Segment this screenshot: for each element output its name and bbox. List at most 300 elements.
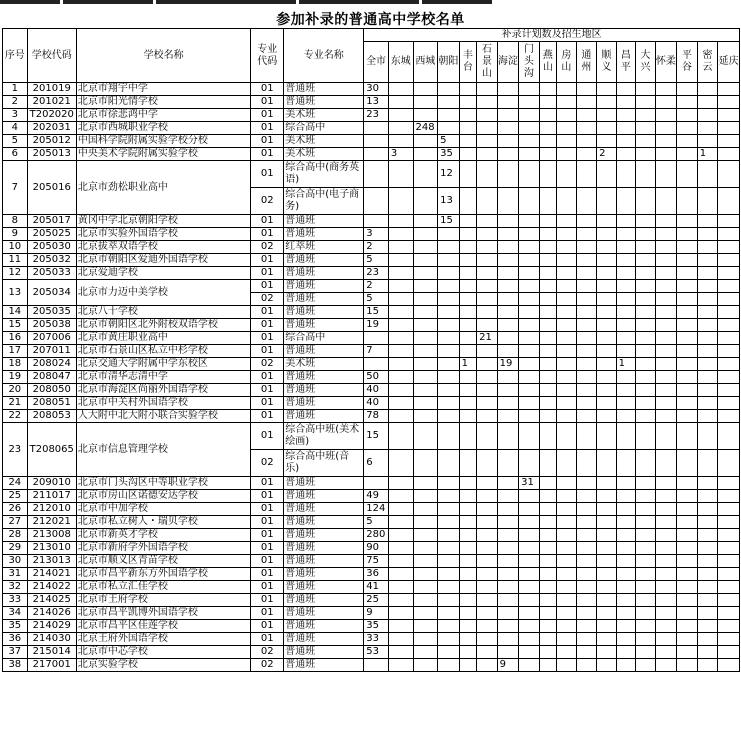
plan-count-cell bbox=[557, 161, 577, 188]
plan-count-cell bbox=[519, 529, 540, 542]
plan-count-cell bbox=[718, 332, 740, 345]
plan-count-cell bbox=[539, 319, 556, 332]
plan-count-cell bbox=[413, 345, 438, 358]
plan-count-cell bbox=[697, 96, 718, 109]
plan-count-cell bbox=[388, 83, 413, 96]
plan-count-cell bbox=[557, 319, 577, 332]
plan-count-cell bbox=[597, 607, 617, 620]
plan-count-cell bbox=[597, 581, 617, 594]
plan-count-cell bbox=[459, 646, 476, 659]
plan-count-cell bbox=[413, 581, 438, 594]
seq-cell: 12 bbox=[3, 267, 28, 280]
header-major-name: 专业名称 bbox=[284, 29, 364, 83]
plan-count-cell bbox=[413, 280, 438, 293]
plan-count-cell bbox=[655, 568, 677, 581]
major-code-cell: 01 bbox=[251, 568, 284, 581]
plan-count-cell bbox=[519, 542, 540, 555]
plan-count-cell bbox=[539, 293, 556, 306]
plan-count-cell bbox=[597, 503, 617, 516]
plan-count-cell bbox=[388, 122, 413, 135]
plan-count-cell bbox=[477, 254, 498, 267]
plan-count-cell bbox=[388, 241, 413, 254]
school-name-cell: 北京交通大学附属中学东校区 bbox=[76, 358, 250, 371]
plan-count-cell bbox=[438, 410, 460, 423]
plan-count-cell bbox=[718, 384, 740, 397]
plan-count-cell bbox=[718, 319, 740, 332]
region-header: 平谷 bbox=[677, 42, 698, 83]
plan-count-cell bbox=[576, 267, 597, 280]
plan-count-cell bbox=[718, 96, 740, 109]
plan-count-cell bbox=[539, 280, 556, 293]
plan-count-cell bbox=[655, 529, 677, 542]
plan-count-cell bbox=[636, 319, 656, 332]
plan-count-cell bbox=[519, 633, 540, 646]
plan-count-cell bbox=[519, 594, 540, 607]
plan-count-cell bbox=[677, 96, 698, 109]
plan-count-cell bbox=[539, 306, 556, 319]
plan-count-cell bbox=[697, 397, 718, 410]
plan-count-cell: 23 bbox=[364, 267, 389, 280]
plan-count-cell bbox=[677, 267, 698, 280]
plan-count-cell bbox=[697, 345, 718, 358]
plan-count-cell bbox=[477, 450, 498, 477]
major-code-cell: 02 bbox=[251, 646, 284, 659]
plan-count-cell bbox=[519, 96, 540, 109]
page-title: 参加补录的普通高中学校名单 bbox=[276, 12, 465, 28]
school-code-cell: 212010 bbox=[27, 503, 76, 516]
plan-count-cell bbox=[697, 241, 718, 254]
table-row bbox=[3, 423, 740, 450]
plan-count-cell: 25 bbox=[364, 594, 389, 607]
plan-count-cell bbox=[655, 594, 677, 607]
major-name-cell: 普通班 bbox=[284, 555, 364, 568]
plan-count-cell bbox=[477, 358, 498, 371]
plan-count-cell bbox=[438, 607, 460, 620]
plan-count-cell: 1 bbox=[697, 148, 718, 161]
plan-count-cell bbox=[539, 228, 556, 241]
plan-count-cell bbox=[477, 607, 498, 620]
region-header: 东城 bbox=[388, 42, 413, 83]
plan-count-cell bbox=[497, 122, 519, 135]
plan-count-cell bbox=[519, 267, 540, 280]
plan-count-cell bbox=[718, 122, 740, 135]
plan-count-cell bbox=[438, 109, 460, 122]
plan-count-cell bbox=[576, 516, 597, 529]
plan-count-cell bbox=[616, 529, 636, 542]
plan-count-cell bbox=[388, 397, 413, 410]
plan-count-cell bbox=[539, 607, 556, 620]
plan-count-cell bbox=[655, 450, 677, 477]
plan-count-cell bbox=[616, 267, 636, 280]
plan-count-cell bbox=[655, 358, 677, 371]
plan-count-cell bbox=[459, 109, 476, 122]
seq-cell: 13 bbox=[3, 280, 28, 306]
plan-count-cell bbox=[616, 450, 636, 477]
plan-count-cell bbox=[459, 371, 476, 384]
plan-count-cell: 19 bbox=[497, 358, 519, 371]
seq-cell: 11 bbox=[3, 254, 28, 267]
plan-count-cell bbox=[539, 384, 556, 397]
plan-count-cell bbox=[697, 581, 718, 594]
plan-count-cell bbox=[519, 122, 540, 135]
plan-count-cell bbox=[576, 620, 597, 633]
plan-count-cell bbox=[438, 241, 460, 254]
plan-count-cell bbox=[413, 568, 438, 581]
plan-count-cell bbox=[616, 607, 636, 620]
seq-cell: 4 bbox=[3, 122, 28, 135]
plan-count-cell bbox=[388, 384, 413, 397]
plan-count-cell bbox=[459, 633, 476, 646]
plan-count-cell bbox=[364, 332, 389, 345]
plan-count-cell bbox=[413, 490, 438, 503]
major-code-cell: 02 bbox=[251, 188, 284, 215]
plan-count-cell bbox=[677, 306, 698, 319]
plan-count-cell bbox=[655, 122, 677, 135]
plan-count-cell: 3 bbox=[364, 228, 389, 241]
major-name-cell: 普通班 bbox=[284, 633, 364, 646]
plan-count-cell bbox=[459, 96, 476, 109]
plan-count-cell bbox=[388, 477, 413, 490]
major-name-cell: 普通班 bbox=[284, 397, 364, 410]
plan-count-cell bbox=[677, 620, 698, 633]
table-row bbox=[3, 607, 740, 620]
school-code-cell: 201019 bbox=[27, 83, 76, 96]
plan-count-cell bbox=[497, 241, 519, 254]
plan-count-cell bbox=[477, 161, 498, 188]
plan-count-cell bbox=[388, 503, 413, 516]
plan-count-cell: 35 bbox=[438, 148, 460, 161]
plan-count-cell bbox=[636, 620, 656, 633]
plan-count-cell bbox=[677, 148, 698, 161]
plan-count-cell bbox=[497, 397, 519, 410]
plan-count-cell bbox=[459, 620, 476, 633]
plan-count-cell bbox=[413, 267, 438, 280]
plan-count-cell bbox=[459, 607, 476, 620]
plan-count-cell bbox=[413, 397, 438, 410]
plan-count-cell bbox=[655, 332, 677, 345]
plan-count-cell bbox=[616, 96, 636, 109]
table-row bbox=[3, 490, 740, 503]
plan-count-cell bbox=[557, 607, 577, 620]
major-name-cell: 普通班 bbox=[284, 371, 364, 384]
plan-count-cell bbox=[497, 607, 519, 620]
plan-count-cell bbox=[597, 135, 617, 148]
plan-count-cell bbox=[597, 319, 617, 332]
school-code-cell: 217001 bbox=[27, 659, 76, 672]
plan-count-cell bbox=[413, 555, 438, 568]
plan-count-cell bbox=[576, 332, 597, 345]
major-name-cell: 普通班 bbox=[284, 215, 364, 228]
plan-count-cell bbox=[519, 135, 540, 148]
region-header: 全市 bbox=[364, 42, 389, 83]
plan-count-cell bbox=[718, 371, 740, 384]
plan-count-cell bbox=[697, 542, 718, 555]
table-row bbox=[3, 581, 740, 594]
plan-count-cell bbox=[718, 241, 740, 254]
plan-count-cell bbox=[413, 215, 438, 228]
table-row bbox=[3, 215, 740, 228]
plan-count-cell bbox=[477, 228, 498, 241]
plan-count-cell bbox=[655, 646, 677, 659]
plan-count-cell bbox=[539, 109, 556, 122]
plan-count-cell bbox=[655, 293, 677, 306]
plan-count-cell bbox=[477, 397, 498, 410]
plan-count-cell bbox=[697, 358, 718, 371]
plan-count-cell bbox=[616, 410, 636, 423]
plan-count-cell bbox=[388, 332, 413, 345]
plan-count-cell bbox=[459, 254, 476, 267]
school-name-cell: 北京实验学校 bbox=[76, 659, 250, 672]
plan-count-cell: 13 bbox=[438, 188, 460, 215]
plan-count-cell bbox=[597, 542, 617, 555]
table-row bbox=[3, 122, 740, 135]
plan-count-cell bbox=[413, 542, 438, 555]
school-code-cell: 205013 bbox=[27, 148, 76, 161]
plan-count-cell bbox=[697, 410, 718, 423]
plan-count-cell: 15 bbox=[364, 423, 389, 450]
plan-count-cell bbox=[576, 228, 597, 241]
table-row bbox=[3, 161, 740, 188]
major-name-cell: 普通班 bbox=[284, 529, 364, 542]
plan-count-cell bbox=[718, 254, 740, 267]
plan-count-cell bbox=[539, 358, 556, 371]
plan-count-cell bbox=[477, 646, 498, 659]
major-code-cell: 01 bbox=[251, 529, 284, 542]
plan-count-cell bbox=[388, 215, 413, 228]
plan-count-cell bbox=[557, 633, 577, 646]
plan-count-cell bbox=[636, 384, 656, 397]
plan-count-cell bbox=[364, 161, 389, 188]
seq-cell: 16 bbox=[3, 332, 28, 345]
plan-count-cell bbox=[718, 345, 740, 358]
plan-count-cell bbox=[557, 306, 577, 319]
plan-count-cell bbox=[519, 450, 540, 477]
major-name-cell: 普通班 bbox=[284, 96, 364, 109]
school-name-cell: 北京市昌平区佳莲学校 bbox=[76, 620, 250, 633]
plan-count-cell bbox=[539, 188, 556, 215]
plan-count-cell bbox=[718, 397, 740, 410]
plan-count-cell bbox=[636, 659, 656, 672]
major-name-cell: 普通班 bbox=[284, 254, 364, 267]
plan-count-cell bbox=[497, 384, 519, 397]
plan-count-cell bbox=[388, 371, 413, 384]
plan-count-cell bbox=[497, 620, 519, 633]
plan-count-cell bbox=[576, 646, 597, 659]
plan-count-cell bbox=[597, 215, 617, 228]
plan-count-cell bbox=[616, 581, 636, 594]
plan-count-cell bbox=[576, 306, 597, 319]
seq-cell: 28 bbox=[3, 529, 28, 542]
plan-count-cell bbox=[388, 358, 413, 371]
plan-count-cell bbox=[718, 293, 740, 306]
plan-count-cell bbox=[459, 384, 476, 397]
major-name-cell: 普通班 bbox=[284, 306, 364, 319]
plan-count-cell bbox=[388, 306, 413, 319]
plan-count-cell bbox=[557, 581, 577, 594]
plan-count-cell bbox=[497, 83, 519, 96]
seq-cell: 1 bbox=[3, 83, 28, 96]
plan-count-cell bbox=[636, 542, 656, 555]
plan-count-cell bbox=[459, 135, 476, 148]
plan-count-cell bbox=[718, 135, 740, 148]
plan-count-cell: 21 bbox=[477, 332, 498, 345]
plan-count-cell bbox=[576, 215, 597, 228]
plan-count-cell bbox=[597, 83, 617, 96]
school-code-cell: 211017 bbox=[27, 490, 76, 503]
major-code-cell: 01 bbox=[251, 83, 284, 96]
plan-count-cell bbox=[718, 555, 740, 568]
plan-count-cell bbox=[597, 659, 617, 672]
plan-count-cell: 41 bbox=[364, 581, 389, 594]
plan-count-cell: 3 bbox=[388, 148, 413, 161]
plan-count-cell: 40 bbox=[364, 397, 389, 410]
plan-count-cell bbox=[655, 267, 677, 280]
plan-count-cell bbox=[497, 529, 519, 542]
plan-count-cell bbox=[655, 410, 677, 423]
plan-count-cell bbox=[539, 568, 556, 581]
plan-count-cell bbox=[477, 215, 498, 228]
seq-cell: 18 bbox=[3, 358, 28, 371]
plan-count-cell bbox=[539, 620, 556, 633]
plan-count-cell bbox=[597, 646, 617, 659]
plan-count-cell bbox=[636, 450, 656, 477]
region-header: 昌平 bbox=[616, 42, 636, 83]
plan-count-cell bbox=[718, 267, 740, 280]
plan-count-cell bbox=[388, 280, 413, 293]
plan-count-cell bbox=[557, 109, 577, 122]
plan-count-cell bbox=[438, 568, 460, 581]
school-code-cell: 209010 bbox=[27, 477, 76, 490]
plan-count-cell bbox=[388, 529, 413, 542]
plan-count-cell bbox=[438, 516, 460, 529]
school-name-cell: 北京市新英才学校 bbox=[76, 529, 250, 542]
plan-count-cell bbox=[438, 306, 460, 319]
school-code-cell: 208050 bbox=[27, 384, 76, 397]
plan-count-cell bbox=[438, 529, 460, 542]
region-header: 顺义 bbox=[597, 42, 617, 83]
major-name-cell: 综合高中 bbox=[284, 332, 364, 345]
plan-count-cell bbox=[413, 384, 438, 397]
plan-count-cell bbox=[677, 122, 698, 135]
plan-count-cell bbox=[557, 293, 577, 306]
plan-count-cell bbox=[636, 254, 656, 267]
plan-count-cell: 12 bbox=[438, 161, 460, 188]
plan-count-cell bbox=[413, 332, 438, 345]
plan-count-cell bbox=[477, 241, 498, 254]
plan-count-cell bbox=[576, 568, 597, 581]
plan-count-cell bbox=[438, 646, 460, 659]
plan-count-cell bbox=[616, 555, 636, 568]
plan-count-cell bbox=[539, 148, 556, 161]
plan-count-cell bbox=[519, 148, 540, 161]
plan-count-cell bbox=[497, 516, 519, 529]
plan-count-cell bbox=[477, 371, 498, 384]
table-row bbox=[3, 358, 740, 371]
school-code-cell: 205035 bbox=[27, 306, 76, 319]
plan-count-cell bbox=[477, 319, 498, 332]
plan-count-cell bbox=[413, 306, 438, 319]
major-code-cell: 02 bbox=[251, 241, 284, 254]
table-row bbox=[3, 345, 740, 358]
plan-count-cell bbox=[697, 477, 718, 490]
plan-count-cell bbox=[364, 188, 389, 215]
major-name-cell: 美术班 bbox=[284, 135, 364, 148]
plan-count-cell: 1 bbox=[459, 358, 476, 371]
school-code-cell: T202020 bbox=[27, 109, 76, 122]
plan-count-cell bbox=[557, 345, 577, 358]
plan-count-cell bbox=[364, 135, 389, 148]
plan-count-cell bbox=[364, 659, 389, 672]
plan-count-cell bbox=[388, 267, 413, 280]
major-code-cell: 01 bbox=[251, 581, 284, 594]
school-name-cell: 北京市翔宇中学 bbox=[76, 83, 250, 96]
plan-count-cell bbox=[576, 384, 597, 397]
plan-count-cell bbox=[438, 581, 460, 594]
school-code-cell: 215014 bbox=[27, 646, 76, 659]
plan-count-cell bbox=[677, 228, 698, 241]
plan-count-cell bbox=[597, 516, 617, 529]
plan-count-cell: 33 bbox=[364, 633, 389, 646]
school-name-cell: 北京市力迈中美学校 bbox=[76, 280, 250, 306]
plan-count-cell bbox=[597, 555, 617, 568]
school-name-cell: 北京市中关村外国语学校 bbox=[76, 397, 250, 410]
header-major-code: 专业代码 bbox=[251, 29, 284, 83]
plan-count-cell bbox=[655, 96, 677, 109]
plan-count-cell bbox=[497, 215, 519, 228]
plan-count-cell bbox=[459, 267, 476, 280]
plan-count-cell bbox=[677, 633, 698, 646]
plan-count-cell bbox=[519, 646, 540, 659]
region-header: 门头沟 bbox=[519, 42, 540, 83]
plan-count-cell bbox=[616, 293, 636, 306]
plan-count-cell bbox=[413, 477, 438, 490]
plan-count-cell bbox=[597, 358, 617, 371]
seq-cell: 35 bbox=[3, 620, 28, 633]
header-seq: 序号 bbox=[3, 29, 28, 83]
plan-count-cell bbox=[413, 228, 438, 241]
plan-count-cell bbox=[539, 450, 556, 477]
plan-count-cell bbox=[519, 293, 540, 306]
plan-count-cell bbox=[438, 659, 460, 672]
school-name-cell: 北京市顺义区青苗学校 bbox=[76, 555, 250, 568]
plan-count-cell bbox=[597, 450, 617, 477]
major-code-cell: 01 bbox=[251, 332, 284, 345]
plan-count-cell bbox=[597, 161, 617, 188]
plan-count-cell bbox=[519, 555, 540, 568]
major-name-cell: 普通班 bbox=[284, 620, 364, 633]
school-name-cell: 人大附中北大附小联合实验学校 bbox=[76, 410, 250, 423]
plan-count-cell bbox=[576, 633, 597, 646]
major-code-cell: 01 bbox=[251, 555, 284, 568]
plan-count-cell bbox=[636, 306, 656, 319]
plan-count-cell bbox=[557, 516, 577, 529]
plan-count-cell bbox=[597, 633, 617, 646]
plan-count-cell bbox=[388, 450, 413, 477]
header-school-name: 学校名称 bbox=[76, 29, 250, 83]
major-name-cell: 美术班 bbox=[284, 148, 364, 161]
plan-count-cell: 7 bbox=[364, 345, 389, 358]
plan-count-cell bbox=[636, 241, 656, 254]
plan-count-cell bbox=[697, 450, 718, 477]
plan-count-cell bbox=[697, 490, 718, 503]
plan-count-cell bbox=[616, 542, 636, 555]
plan-count-cell bbox=[539, 659, 556, 672]
plan-count-cell bbox=[616, 122, 636, 135]
plan-count-cell bbox=[388, 646, 413, 659]
plan-count-cell bbox=[697, 135, 718, 148]
plan-count-cell bbox=[576, 358, 597, 371]
plan-count-cell bbox=[616, 83, 636, 96]
